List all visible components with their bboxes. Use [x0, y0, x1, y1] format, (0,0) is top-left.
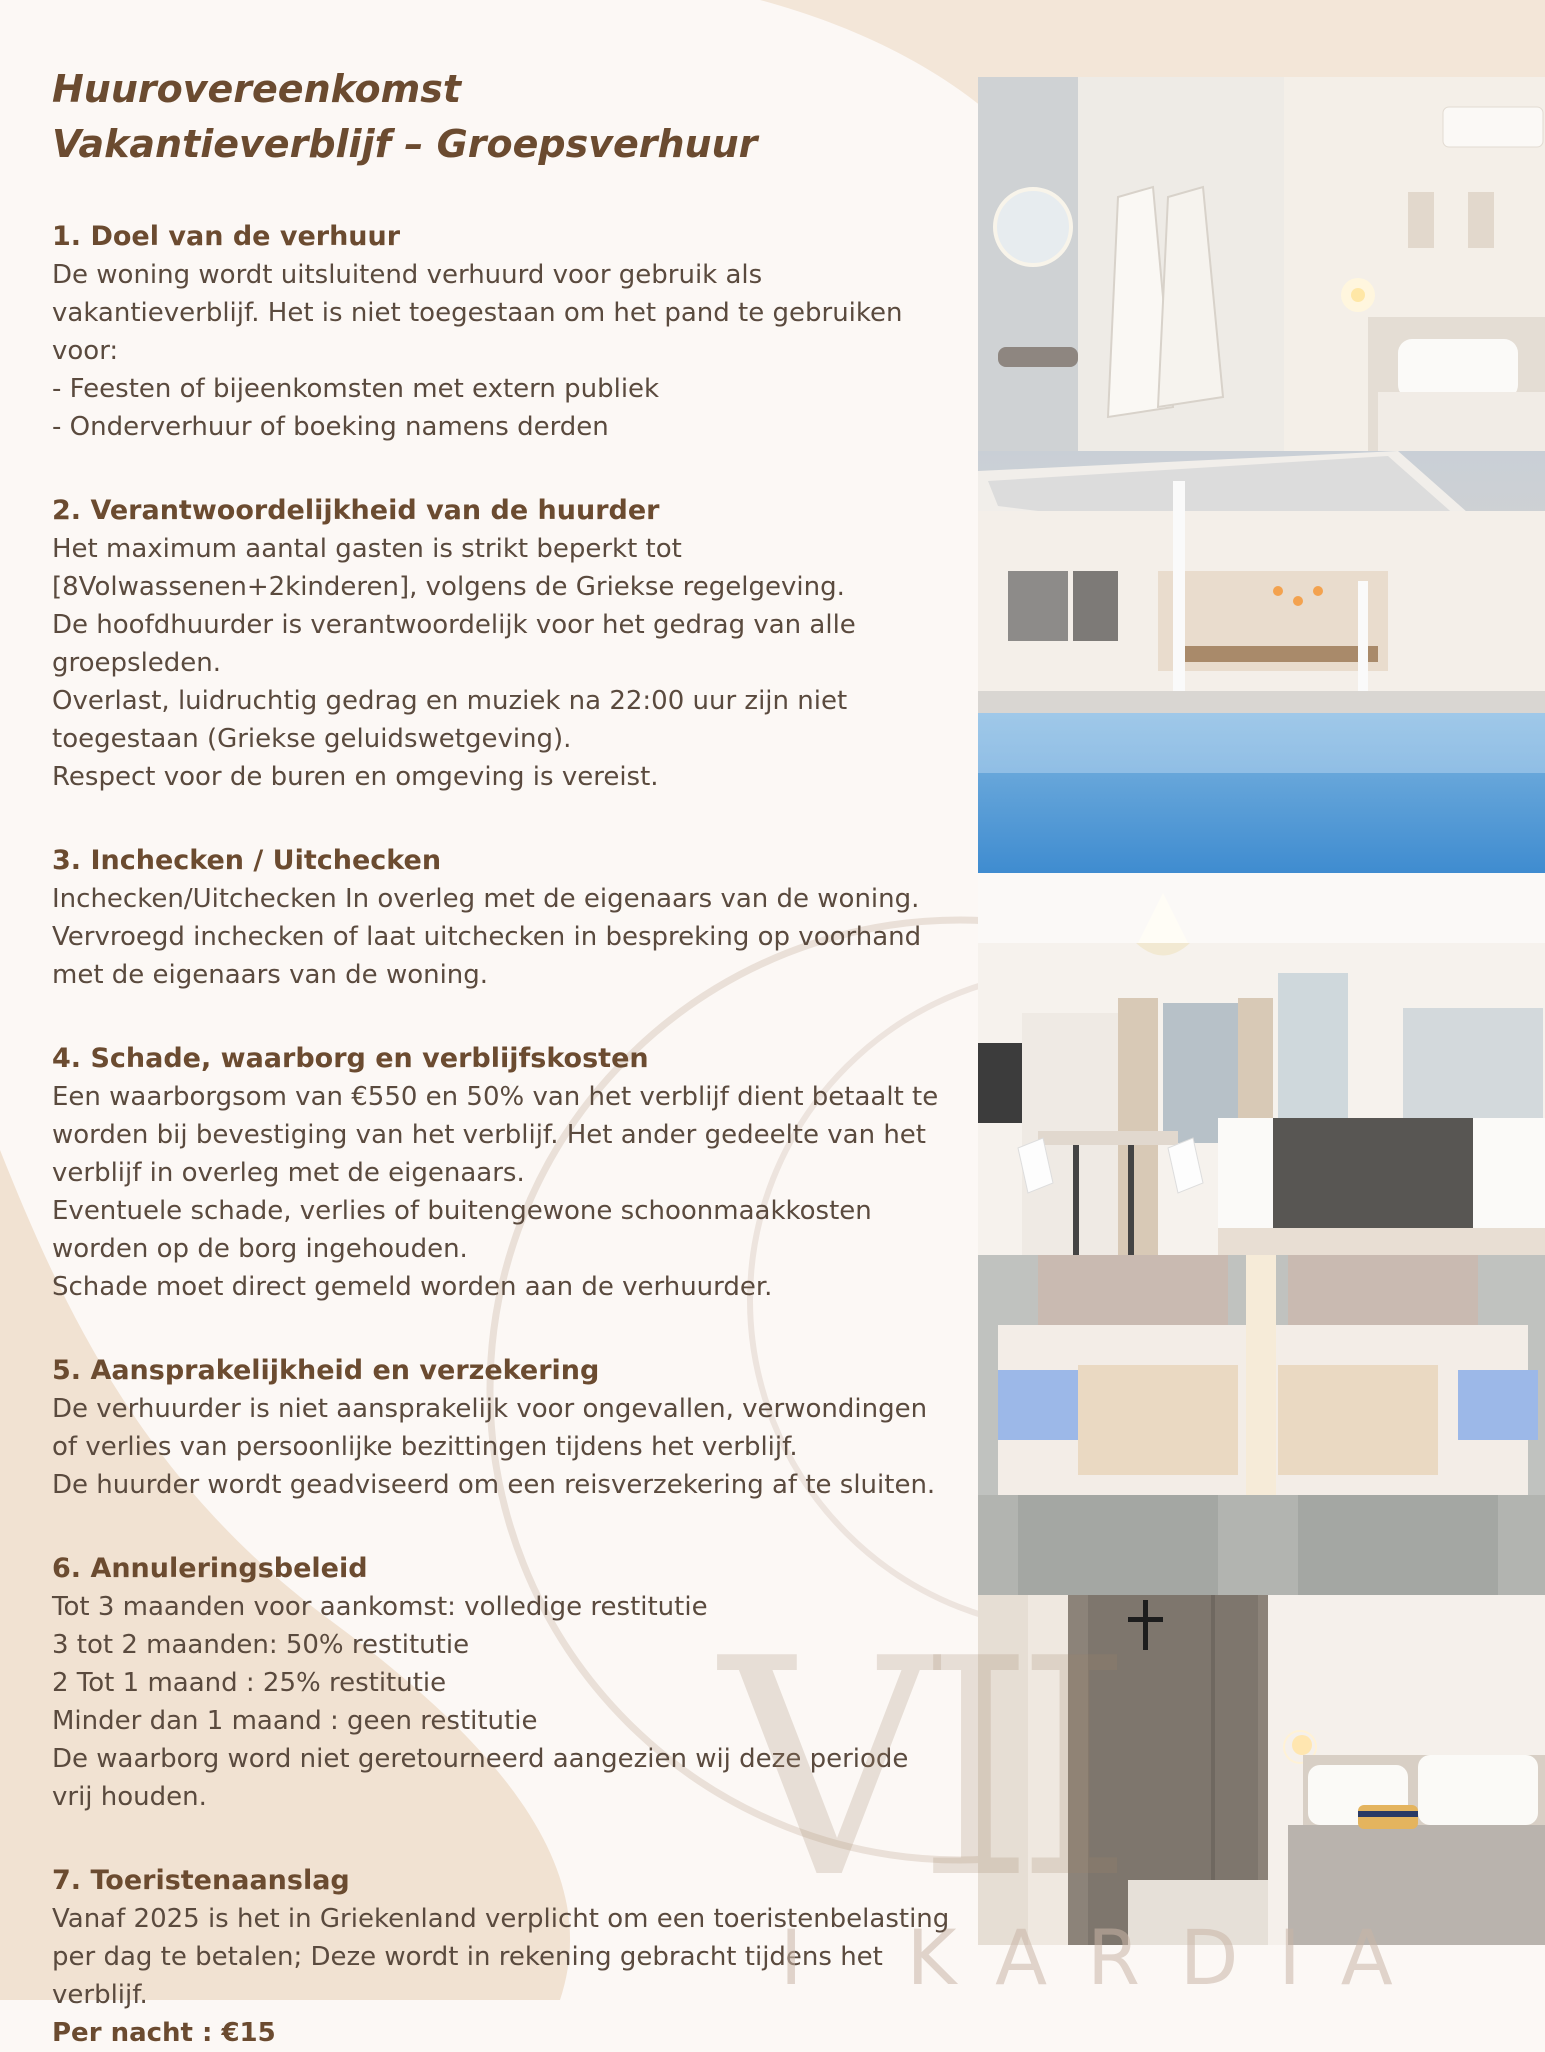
section-line: worden bij bevestiging van het verblijf. Het ander gedeelte van het — [52, 1120, 926, 1150]
section-line: Een waarborgsom van €550 en 50% van het verblijf dient betaalt te — [52, 1082, 939, 1112]
section-line: verblijf in overleg met de eigenaars. — [52, 1158, 525, 1188]
section-schade — [52, 1040, 952, 1306]
photo-pool-terrace — [978, 451, 1545, 873]
section-line: met de eigenaars van de woning. — [52, 960, 489, 990]
section-line: per dag te betalen; Deze wordt in rekening gebracht tijdens het — [52, 1942, 883, 1972]
section-line: Schade moet direct gemeld worden aan de verhuurder. — [52, 1272, 773, 1302]
section-line: De waarborg word niet geretourneerd aangezien wij deze periode — [52, 1744, 909, 1774]
section-line: 2 Tot 1 maand : 25% restitutie — [52, 1668, 447, 1698]
section-line: of verlies van persoonlijke bezittingen tijdens het verblijf. — [52, 1432, 798, 1462]
watermark-logo: VII — [720, 1595, 1114, 1944]
section-line: Respect voor de buren en omgeving is vereist. — [52, 762, 659, 792]
watermark-brand: I KARDIA — [780, 1913, 1433, 2002]
section-doel — [52, 218, 952, 446]
photo-strip — [978, 77, 1545, 1945]
section-line: toegestaan (Griekse geluidswetgeving). — [52, 724, 572, 754]
section-heading: 3. Inchecken / Uitchecken — [52, 845, 442, 876]
section-line: 3 tot 2 maanden: 50% restitutie — [52, 1630, 470, 1660]
section-line: Eventuele schade, verlies of buitengewone schoonmaakkosten — [52, 1196, 872, 1226]
section-annulering — [52, 1550, 952, 1816]
section-line: Vervroegd inchecken of laat uitchecken in bespreking op voorhand — [52, 922, 922, 952]
section-line: - Onderverhuur of boeking namens derden — [52, 412, 609, 442]
section-inchecken — [52, 842, 952, 994]
section-verantwoordelijkheid — [52, 492, 952, 796]
title-line-2: Vakantieverblijf – Groepsverhuur — [52, 122, 758, 166]
section-heading: 6. Annuleringsbeleid — [52, 1553, 368, 1584]
section-heading: 2. Verantwoordelijkheid van de huurder — [52, 495, 660, 526]
section-line: groepsleden. — [52, 648, 222, 678]
section-heading: 5. Aansprakelijkheid en verzekering — [52, 1355, 600, 1386]
section-line: voor: — [52, 336, 119, 366]
section-line: - Feesten of bijeenkomsten met extern publiek — [52, 374, 660, 404]
section-heading: 1. Doel van de verhuur — [52, 221, 401, 252]
section-line: Tot 3 maanden voor aankomst: volledige restitutie — [52, 1592, 708, 1622]
photo-living-room — [978, 873, 1545, 1255]
section-line: De huurder wordt geadviseerd om een reisverzekering af te sluiten. — [52, 1470, 936, 1500]
tourist-tax-per-night: Per nacht : €15 — [52, 2018, 276, 2048]
section-heading: 7. Toeristenaanslag — [52, 1865, 350, 1896]
section-line: Vanaf 2025 is het in Griekenland verplicht om een toeristenbelasting — [52, 1904, 950, 1934]
section-line: De verhuurder is niet aansprakelijk voor ongevallen, verwondingen — [52, 1394, 928, 1424]
photo-bathroom-bedroom — [978, 77, 1545, 451]
agreement-content — [52, 62, 952, 2052]
title-line-1: Huurovereenkomst — [52, 67, 462, 111]
section-line: Overlast, luidruchtig gedrag en muziek na 22:00 uur zijn niet — [52, 686, 848, 716]
section-heading: 4. Schade, waarborg en verblijfskosten — [52, 1043, 649, 1074]
photo-bedroom-shower — [978, 1595, 1545, 1945]
section-aansprakelijkheid — [52, 1352, 952, 1504]
section-line: worden op de borg ingehouden. — [52, 1234, 468, 1264]
section-line: De hoofdhuurder is verantwoordelijk voor het gedrag van alle — [52, 610, 856, 640]
section-line: vakantieverblijf. Het is niet toegestaan om het pand te gebruiken — [52, 298, 903, 328]
section-line: Inchecken/Uitchecken In overleg met de eigenaars van de woning. — [52, 884, 920, 914]
section-line: Minder dan 1 maand : geen restitutie — [52, 1706, 538, 1736]
photo-aerial-villas — [978, 1255, 1545, 1595]
section-line: verblijf. — [52, 1980, 148, 2010]
section-line: Het maximum aantal gasten is strikt beperkt tot — [52, 534, 682, 564]
section-line: [8Volwassenen+2kinderen], volgens de Griekse regelgeving. — [52, 572, 845, 602]
photo-fade — [978, 1255, 1545, 1595]
section-line: vrij houden. — [52, 1782, 207, 1812]
section-line: De woning wordt uitsluitend verhuurd voor gebruik als — [52, 260, 763, 290]
section-toeristenaanslag — [52, 1862, 952, 2052]
document-title — [52, 62, 952, 172]
